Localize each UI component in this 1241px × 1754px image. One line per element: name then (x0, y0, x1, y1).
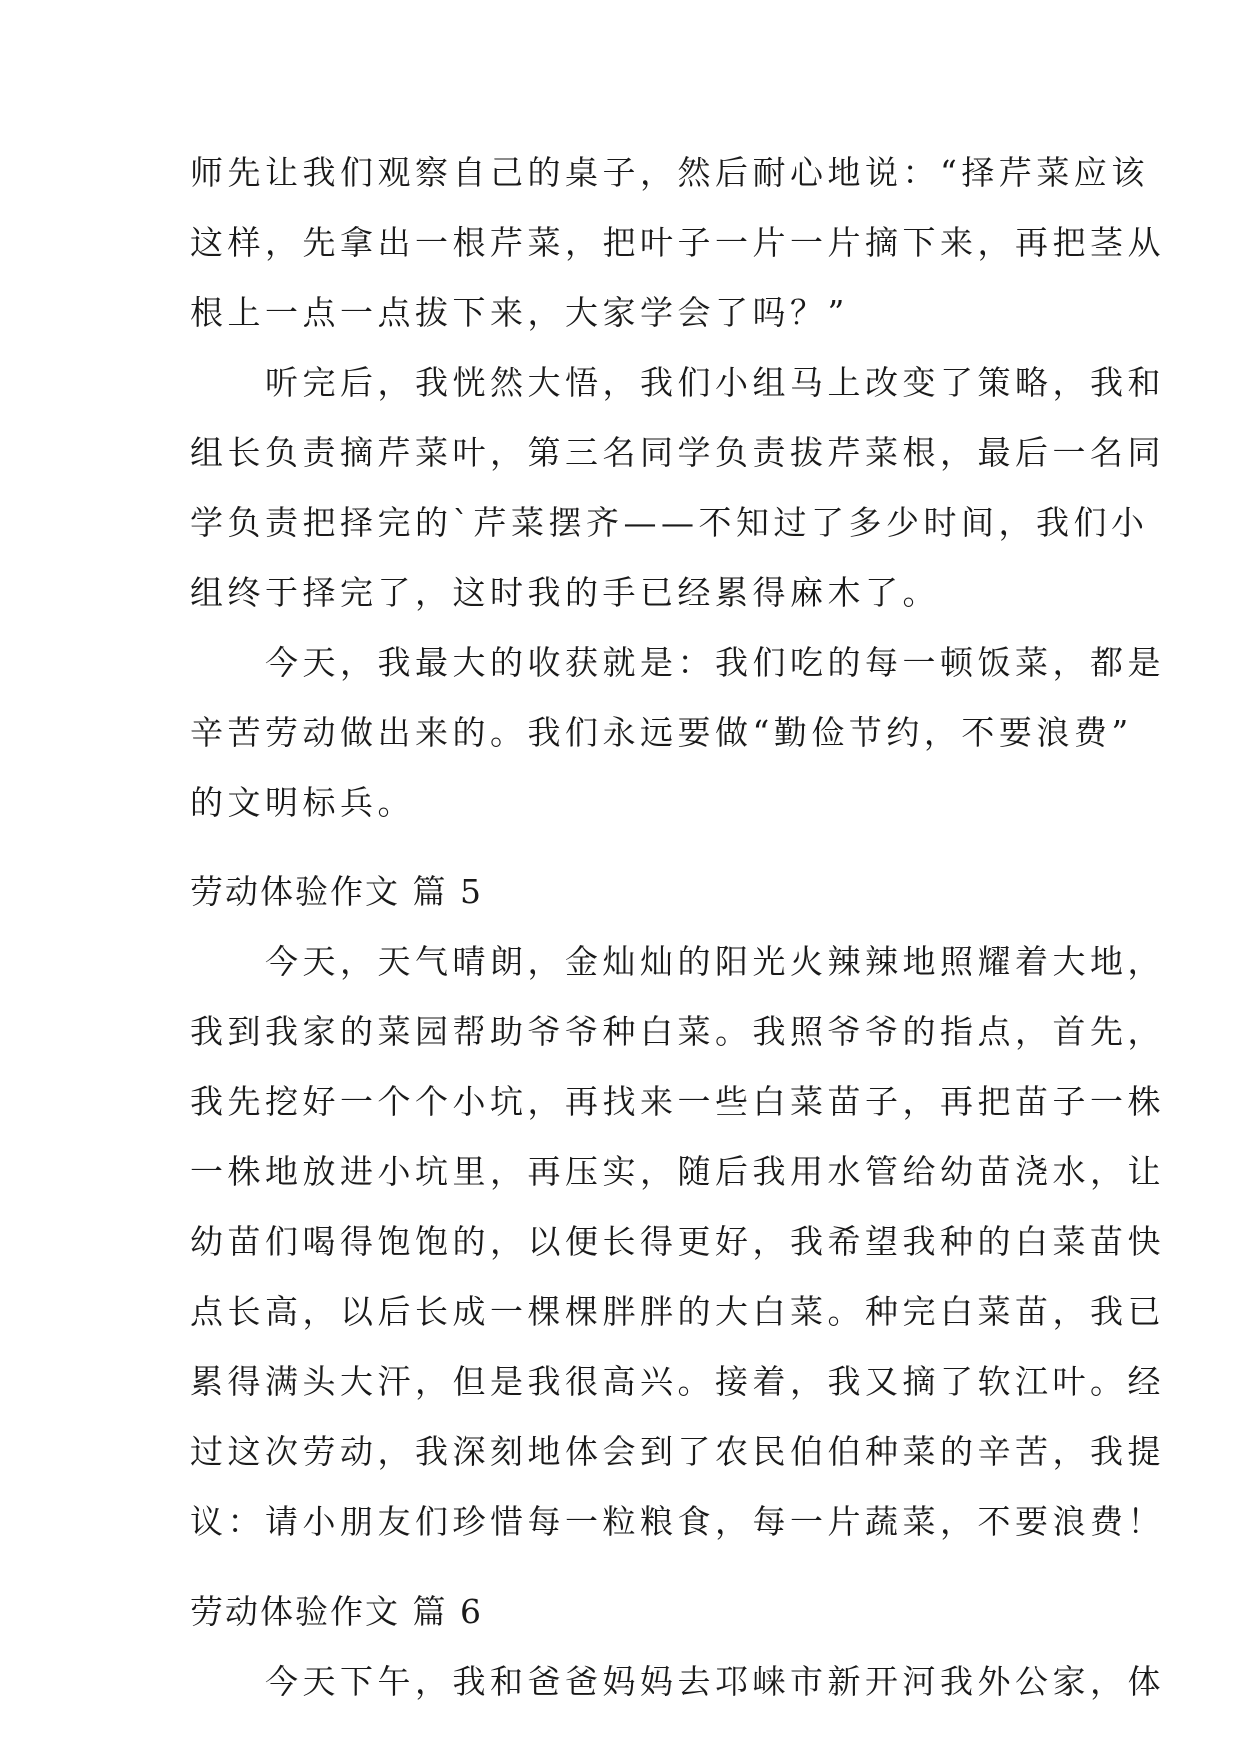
text-line: 我先挖好一个个小坑，再找来一些白菜苗子，再把苗子一株 (190, 1082, 1165, 1121)
section-heading: 劳动体验作文 篇 6 (190, 1592, 483, 1631)
text-line: 过这次劳动，我深刻地体会到了农民伯伯种菜的辛苦，我提 (190, 1432, 1165, 1471)
text-line: 组终于择完了，这时我的手已经累得麻木了。 (190, 573, 940, 612)
text-line: 师先让我们观察自己的桌子，然后耐心地说：“择芹菜应该 (190, 153, 1149, 192)
text-line: 点长高，以后长成一棵棵胖胖的大白菜。种完白菜苗，我已 (190, 1292, 1165, 1331)
text-line: 根上一点一点拔下来，大家学会了吗？” (190, 293, 849, 332)
text-line: 这样，先拿出一根芹菜，把叶子一片一片摘下来，再把茎从 (190, 223, 1165, 262)
section-heading: 劳动体验作文 篇 5 (190, 872, 483, 911)
text-line: 累得满头大汗，但是我很高兴。接着，我又摘了软江叶。经 (190, 1362, 1165, 1401)
text-line: 听完后，我恍然大悟，我们小组马上改变了策略，我和 (190, 363, 1165, 402)
text-line: 今天，我最大的收获就是：我们吃的每一顿饭菜，都是 (190, 643, 1165, 682)
text-line: 组长负责摘芹菜叶，第三名同学负责拔芹菜根，最后一名同 (190, 433, 1165, 472)
text-line: 一株地放进小坑里，再压实，随后我用水管给幼苗浇水，让 (190, 1152, 1165, 1191)
text-line: 学负责把择完的`芹菜摆齐——不知过了多少时间，我们小 (190, 503, 1149, 542)
text-line: 今天，天气晴朗，金灿灿的阳光火辣辣地照耀着大地， (190, 942, 1165, 981)
text-line: 辛苦劳动做出来的。我们永远要做“勤俭节约，不要浪费” (190, 713, 1133, 752)
text-line: 议：请小朋友们珍惜每一粒粮食，每一片蔬菜，不要浪费！ (190, 1502, 1165, 1541)
text-line: 今天下午，我和爸爸妈妈去邛崃市新开河我外公家，体 (190, 1662, 1165, 1701)
text-line: 的文明标兵。 (190, 783, 415, 822)
text-line: 幼苗们喝得饱饱的，以便长得更好，我希望我种的白菜苗快 (190, 1222, 1165, 1261)
text-line: 我到我家的菜园帮助爷爷种白菜。我照爷爷的指点，首先， (190, 1012, 1165, 1051)
